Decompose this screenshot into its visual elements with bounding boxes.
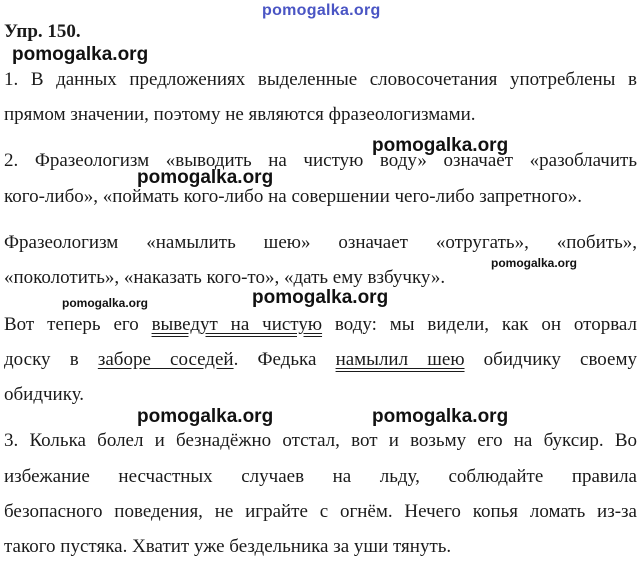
paragraph-5-line-4: такого пустяка. Хватит уже бездельника за уши тянуть. <box>4 536 452 557</box>
text: обидчику своему <box>464 349 637 370</box>
paragraph-3-line-1: Фразеологизм «намылить шею» означает «отругать», «побить», <box>4 232 637 253</box>
highlighted-phrase: выведут на чистую <box>151 314 323 335</box>
paragraph-1-line-2: прямом значении, поэтому не являются фразеологизмами. <box>4 104 476 125</box>
paragraph-4-line-1 <box>4 313 637 337</box>
watermark: pomogalka.org <box>372 135 509 156</box>
watermark-top: pomogalka.org <box>262 2 381 19</box>
paragraph-4-line-2 <box>4 348 637 372</box>
highlighted-phrase: заборе соседей <box>97 349 234 370</box>
watermark: pomogalka.org <box>137 167 274 188</box>
text: доску в <box>4 349 98 370</box>
watermark: pomogalka.org <box>372 406 509 427</box>
paragraph-5-line-1: 3. Колька болел и безнадёжно отстал, вот и возьму его на буксир. Во <box>4 430 637 451</box>
text: Вот теперь его <box>4 314 152 335</box>
paragraph-2-line-2: кого-либо», «поймать кого-либо на совершении чего-либо запретного». <box>4 186 583 207</box>
watermark: pomogalka.org <box>62 296 149 310</box>
paragraph-3-line-2: «поколотить», «наказать кого-то», «дать ему взбучку». <box>4 267 446 288</box>
exercise-title: Упр. 150. <box>4 21 81 42</box>
highlighted-phrase: намылил шею <box>335 349 465 370</box>
watermark: pomogalka.org <box>252 287 389 308</box>
text: воду: мы видели, как он оторвал <box>322 314 637 335</box>
paragraph-5-line-2: избежание несчастных случаев на льду, соблюдайте правила <box>4 466 637 487</box>
paragraph-5-line-3: безопасного поведения, не играйте с огнём. Нечего копья ломать из-за <box>4 501 637 522</box>
paragraph-1-line-1: 1. В данных предложениях выделенные словосочетания употреблены в <box>4 69 637 90</box>
paragraph-2-line-1: 2. Фразеологизм «выводить на чистую воду» означает «разоблачить <box>4 150 637 171</box>
watermark: pomogalka.org <box>491 256 578 270</box>
watermark: pomogalka.org <box>137 406 274 427</box>
text: . Федька <box>233 349 336 370</box>
paragraph-4-line-3: обидчику. <box>4 384 85 405</box>
watermark: pomogalka.org <box>12 44 149 65</box>
